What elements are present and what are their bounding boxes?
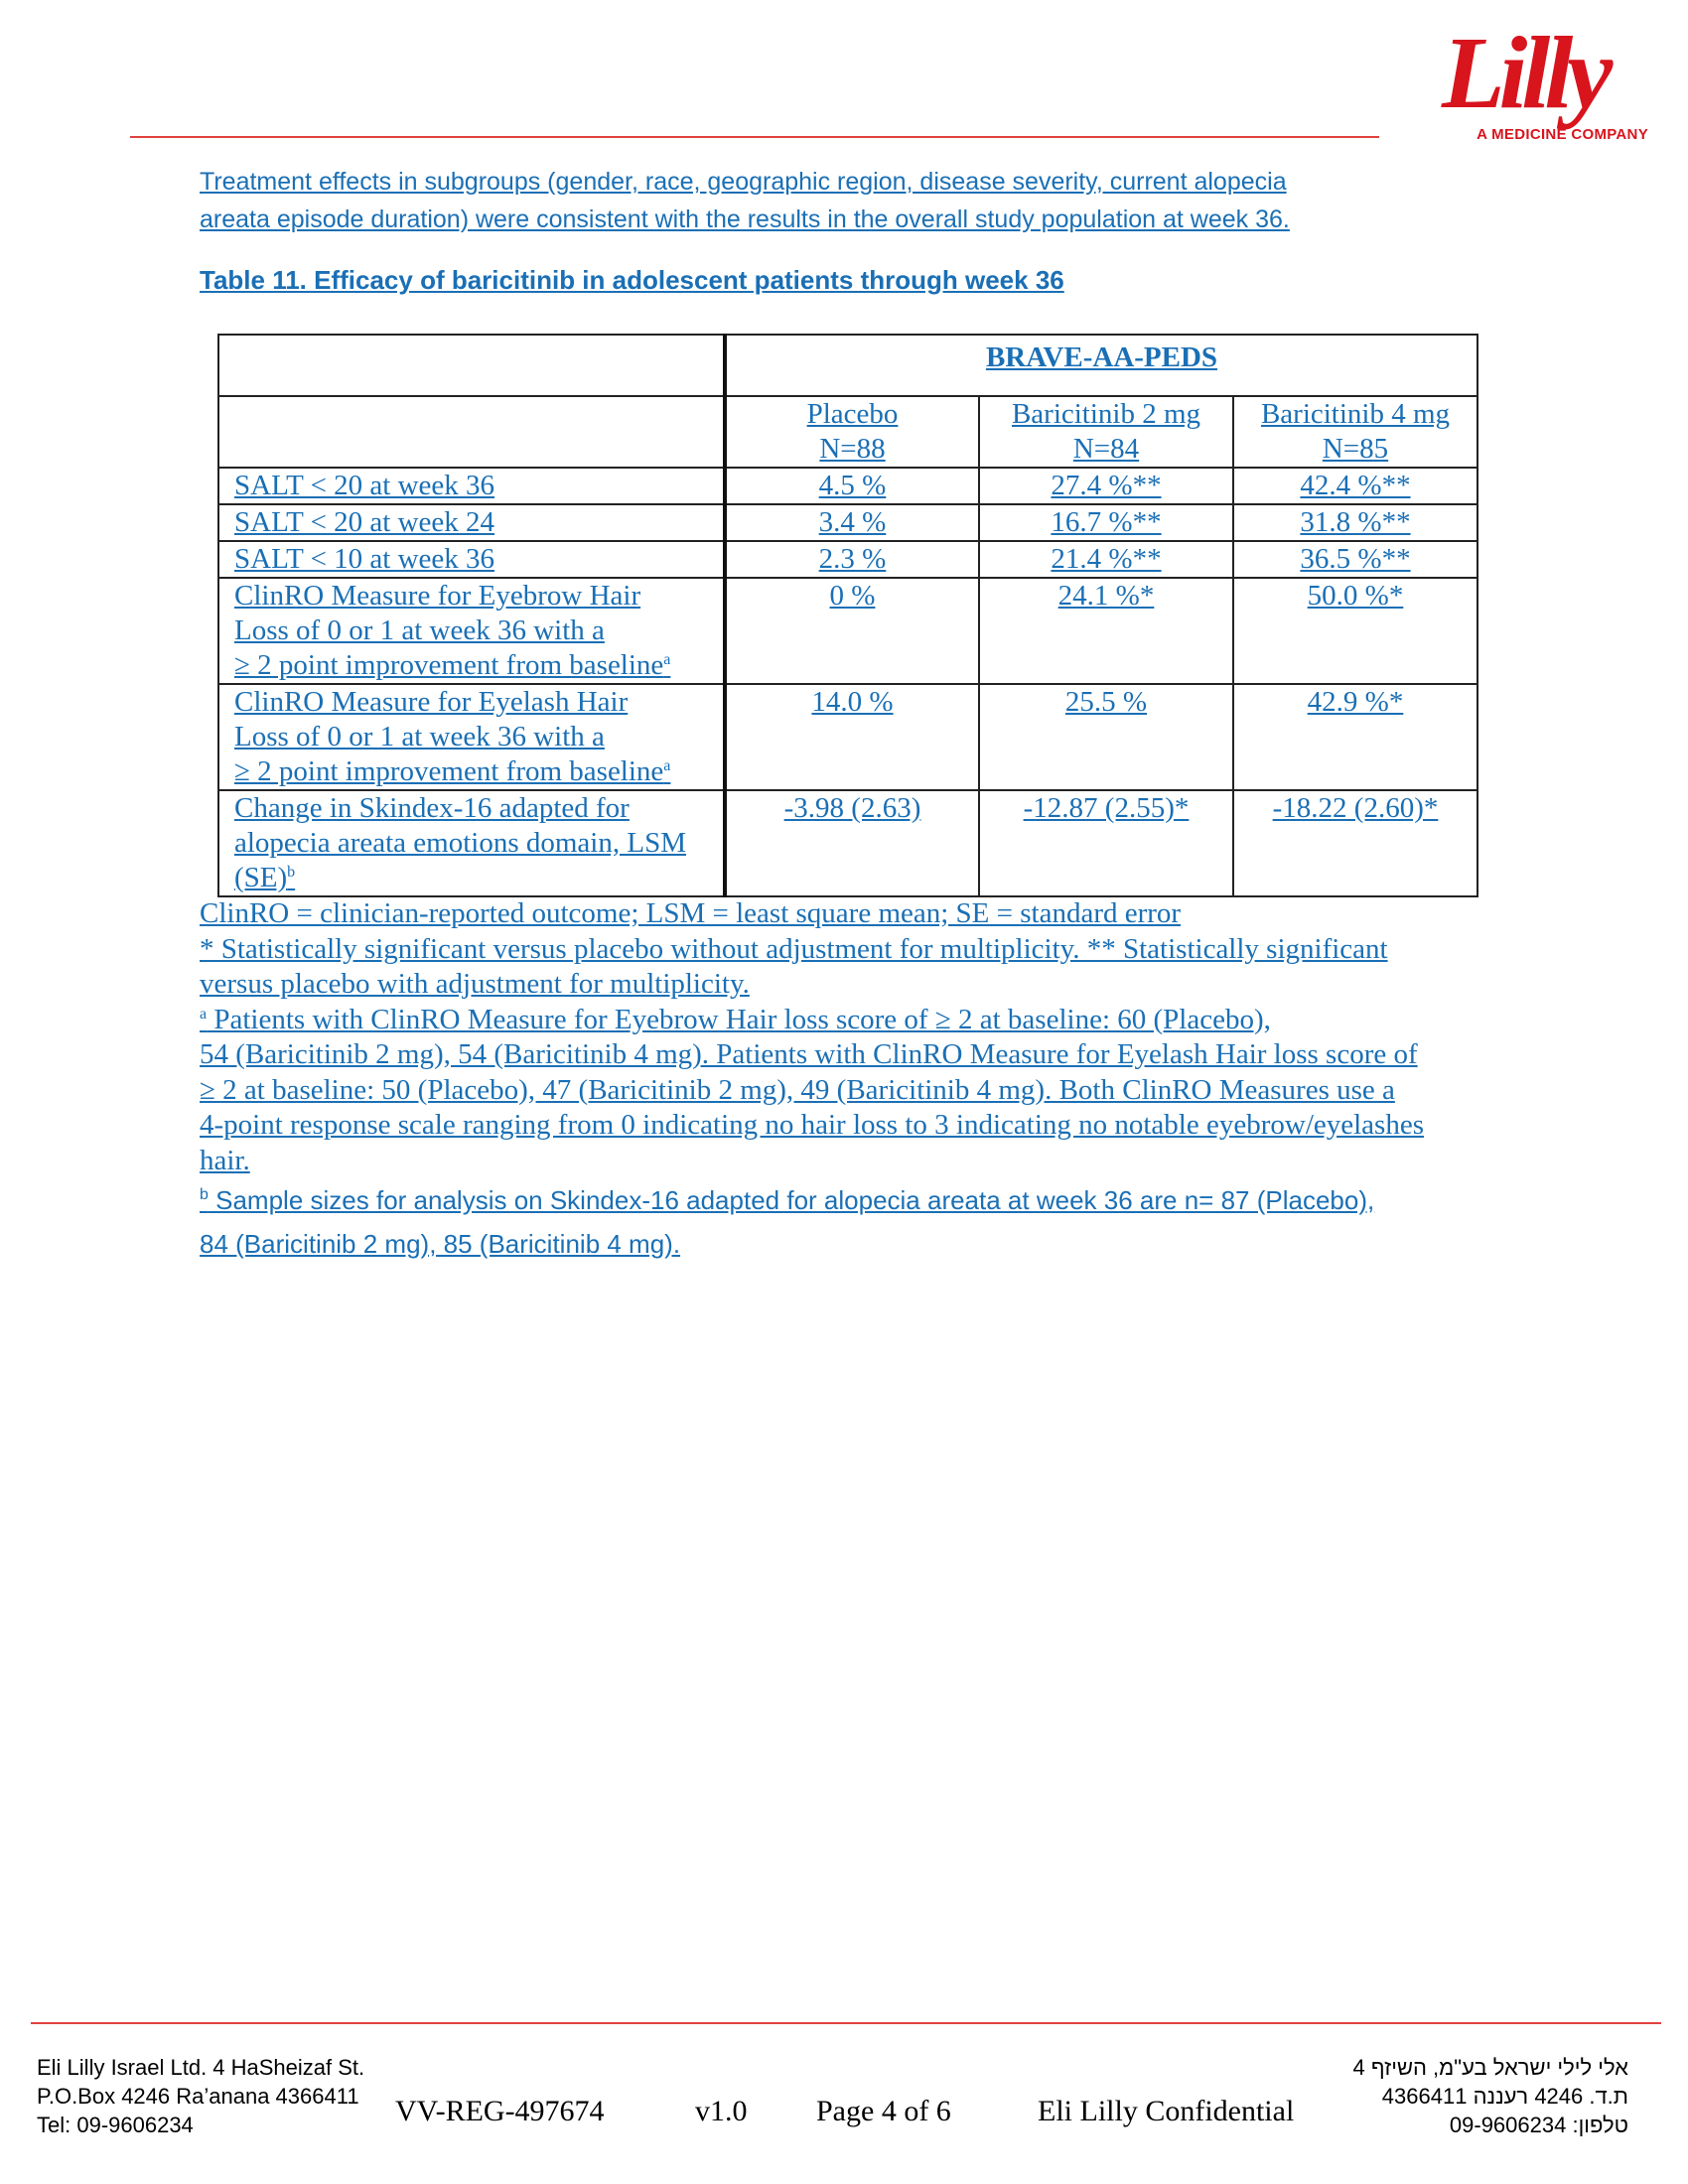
footer-phone: טלפון: 09-9606234 <box>1449 2113 1628 2137</box>
row-label-line[interactable]: SALT < 20 at week 36 <box>234 470 495 501</box>
footnote-ref: a <box>663 651 671 668</box>
value-cell <box>979 578 1233 684</box>
footnote-ref: a <box>663 757 671 774</box>
row-label-cell <box>218 468 725 504</box>
table-row <box>218 578 1477 684</box>
row-label-line[interactable]: ≥ 2 point improvement from baseline$^a$ <box>234 649 671 681</box>
arm-n[interactable]: N=84 <box>1072 433 1140 465</box>
row-label-line[interactable]: SALT < 10 at week 36 <box>234 543 495 575</box>
footnote-significance: * Statistically significant versus placebo without adjustment for multiplicity. ** Statistically significant versus placebo with adjustment for multiplicity. <box>200 932 1388 1000</box>
arm-header-placebo <box>725 396 979 468</box>
value-cell <box>1233 684 1477 790</box>
row-label-line[interactable]: ClinRO Measure for Eyebrow Hair <box>234 580 641 612</box>
row-label-line[interactable]: ≥ 2 point improvement from baseline$^a$ <box>234 755 671 787</box>
efficacy-table <box>217 334 1478 897</box>
footnote-b: $^b$ Sample sizes for analysis on Skindex-16 adapted for alopecia areata at week 36 are n= 87 (Placebo), 84 (Baricitinib 2 mg), 85 (Baricitinib 4 mg). <box>200 1185 1375 1259</box>
value-cell <box>1233 578 1477 684</box>
cell-value[interactable]: 16.7 %** <box>1051 506 1162 538</box>
row-label-line[interactable]: (SE)$^b$ <box>234 862 296 893</box>
cell-value[interactable]: 3.4 % <box>818 506 887 538</box>
row-label-line[interactable]: Loss of 0 or 1 at week 36 with a <box>234 721 605 752</box>
intro-paragraph[interactable] <box>200 163 1510 238</box>
value-cell <box>725 790 979 896</box>
arm-name[interactable]: Baricitinib 2 mg <box>1011 398 1201 430</box>
cell-value[interactable]: -12.87 (2.55)* <box>1023 792 1190 824</box>
row-label-cell <box>218 684 725 790</box>
study-name[interactable]: BRAVE-AA-PEDS <box>985 341 1218 373</box>
value-cell <box>725 541 979 578</box>
value-cell <box>1233 790 1477 896</box>
document-id: VV-REG-497674 <box>395 2095 605 2127</box>
table-row <box>218 504 1477 541</box>
row-label-line[interactable]: Change in Skindex-16 adapted for <box>234 792 630 824</box>
table-row <box>218 468 1477 504</box>
table-study-row <box>218 335 1477 396</box>
cell-value[interactable]: 4.5 % <box>818 470 887 501</box>
cell-value[interactable]: 21.4 %** <box>1051 543 1162 575</box>
footnote-abbreviations: ClinRO = clinician-reported outcome; LSM = least square mean; SE = standard error <box>200 897 1182 929</box>
cell-value[interactable]: 25.5 % <box>1064 686 1148 718</box>
row-label-line[interactable]: ClinRO Measure for Eyelash Hair <box>234 686 629 718</box>
row-label-cell <box>218 504 725 541</box>
arm-header-bari-4mg <box>1233 396 1477 468</box>
empty-header-cell <box>218 396 725 468</box>
footer-address-he <box>1241 2053 1628 2139</box>
row-label-cell <box>218 578 725 684</box>
cell-value[interactable]: -3.98 (2.63) <box>783 792 921 824</box>
cell-value[interactable]: 42.9 %* <box>1307 686 1404 718</box>
value-cell <box>1233 468 1477 504</box>
value-cell <box>725 468 979 504</box>
footer-address-en <box>37 2053 454 2139</box>
arm-name[interactable]: Baricitinib 4 mg <box>1260 398 1451 430</box>
intro-line: Treatment effects in subgroups (gender, race, geographic region, disease severity, current alopecia <box>200 168 1287 196</box>
page-number: Page 4 of 6 <box>816 2095 951 2127</box>
logo-tagline: A MEDICINE COMPANY <box>1477 126 1648 143</box>
cell-value[interactable]: 42.4 %** <box>1300 470 1411 501</box>
cell-value[interactable]: 50.0 %* <box>1307 580 1404 612</box>
arm-header-bari-2mg <box>979 396 1233 468</box>
cell-value[interactable]: 0 % <box>829 580 876 612</box>
study-header-cell <box>725 335 1477 396</box>
footnote-marker-b: b <box>200 1186 209 1203</box>
value-cell <box>1233 541 1477 578</box>
confidential-label: Eli Lilly Confidential <box>1038 2095 1295 2127</box>
header-rule <box>130 136 1379 138</box>
value-cell <box>725 684 979 790</box>
cell-value[interactable]: 31.8 %** <box>1300 506 1411 538</box>
value-cell <box>979 684 1233 790</box>
value-cell <box>725 578 979 684</box>
lilly-logo: Lilly <box>1442 16 1608 130</box>
table-arm-row <box>218 396 1477 468</box>
footer-phone: Tel: 09-9606234 <box>37 2113 194 2137</box>
cell-value[interactable]: -18.22 (2.60)* <box>1272 792 1439 824</box>
cell-value[interactable]: 2.3 % <box>818 543 887 575</box>
table-footnotes[interactable] <box>200 896 1510 1266</box>
cell-value[interactable]: 27.4 %** <box>1051 470 1162 501</box>
footer-rule <box>31 2022 1661 2024</box>
arm-n[interactable]: N=88 <box>819 433 886 465</box>
value-cell <box>979 504 1233 541</box>
table-caption[interactable]: Table 11. Efficacy of baricitinib in adolescent patients through week 36 <box>200 265 1064 295</box>
value-cell <box>979 468 1233 504</box>
intro-line: areata episode duration) were consistent with the results in the overall study population at week 36. <box>200 205 1290 233</box>
cell-value[interactable]: 36.5 %** <box>1300 543 1411 575</box>
footer-address-line: אלי לילי ישראל בע"מ, השיזף 4 <box>1352 2055 1628 2080</box>
arm-name[interactable]: Placebo <box>806 398 899 430</box>
row-label-line[interactable]: Loss of 0 or 1 at week 36 with a <box>234 614 605 646</box>
arm-n[interactable]: N=85 <box>1322 433 1389 465</box>
table-row <box>218 684 1477 790</box>
footnote-a: $^a$ Patients with ClinRO Measure for Eyebrow Hair loss score of ≥ 2 at baseline: 60 (Placebo), 54 (Baricitinib 2 mg), 54 (Baricitinib 4 mg). Patients with ClinRO Measure for Eyelash Hair loss score of ≥ 2 at baseline: 50 (Placebo), 47 (Baricitinib 2 mg), 49 (Baricitinib 4 mg). Both ClinRO Measures use a 4-point response scale ranging from 0 indicating no hair loss to 3 indicating no notable eyebrow/eyelashes hair. <box>200 1003 1424 1176</box>
empty-header-cell <box>218 335 725 396</box>
row-label-cell <box>218 541 725 578</box>
value-cell <box>725 504 979 541</box>
footer-address-line: Eli Lilly Israel Ltd. 4 HaSheizaf St. <box>37 2055 365 2080</box>
row-label-cell <box>218 790 725 896</box>
table-row <box>218 790 1477 896</box>
value-cell <box>1233 504 1477 541</box>
footnote-ref: b <box>287 864 296 881</box>
row-label-line[interactable]: SALT < 20 at week 24 <box>234 506 495 538</box>
footer-address-line: P.O.Box 4246 Ra’anana 4366411 <box>37 2084 359 2109</box>
footnote-marker-a: a <box>200 1005 208 1023</box>
value-cell <box>979 790 1233 896</box>
value-cell <box>979 541 1233 578</box>
footer-address-line: ת.ד. 4246 רעננה 4366411 <box>1381 2084 1628 2109</box>
cell-value[interactable]: 14.0 % <box>811 686 894 718</box>
cell-value[interactable]: 24.1 %* <box>1057 580 1155 612</box>
table-row <box>218 541 1477 578</box>
row-label-line[interactable]: alopecia areata emotions domain, LSM <box>234 827 686 859</box>
document-version: v1.0 <box>695 2095 748 2127</box>
